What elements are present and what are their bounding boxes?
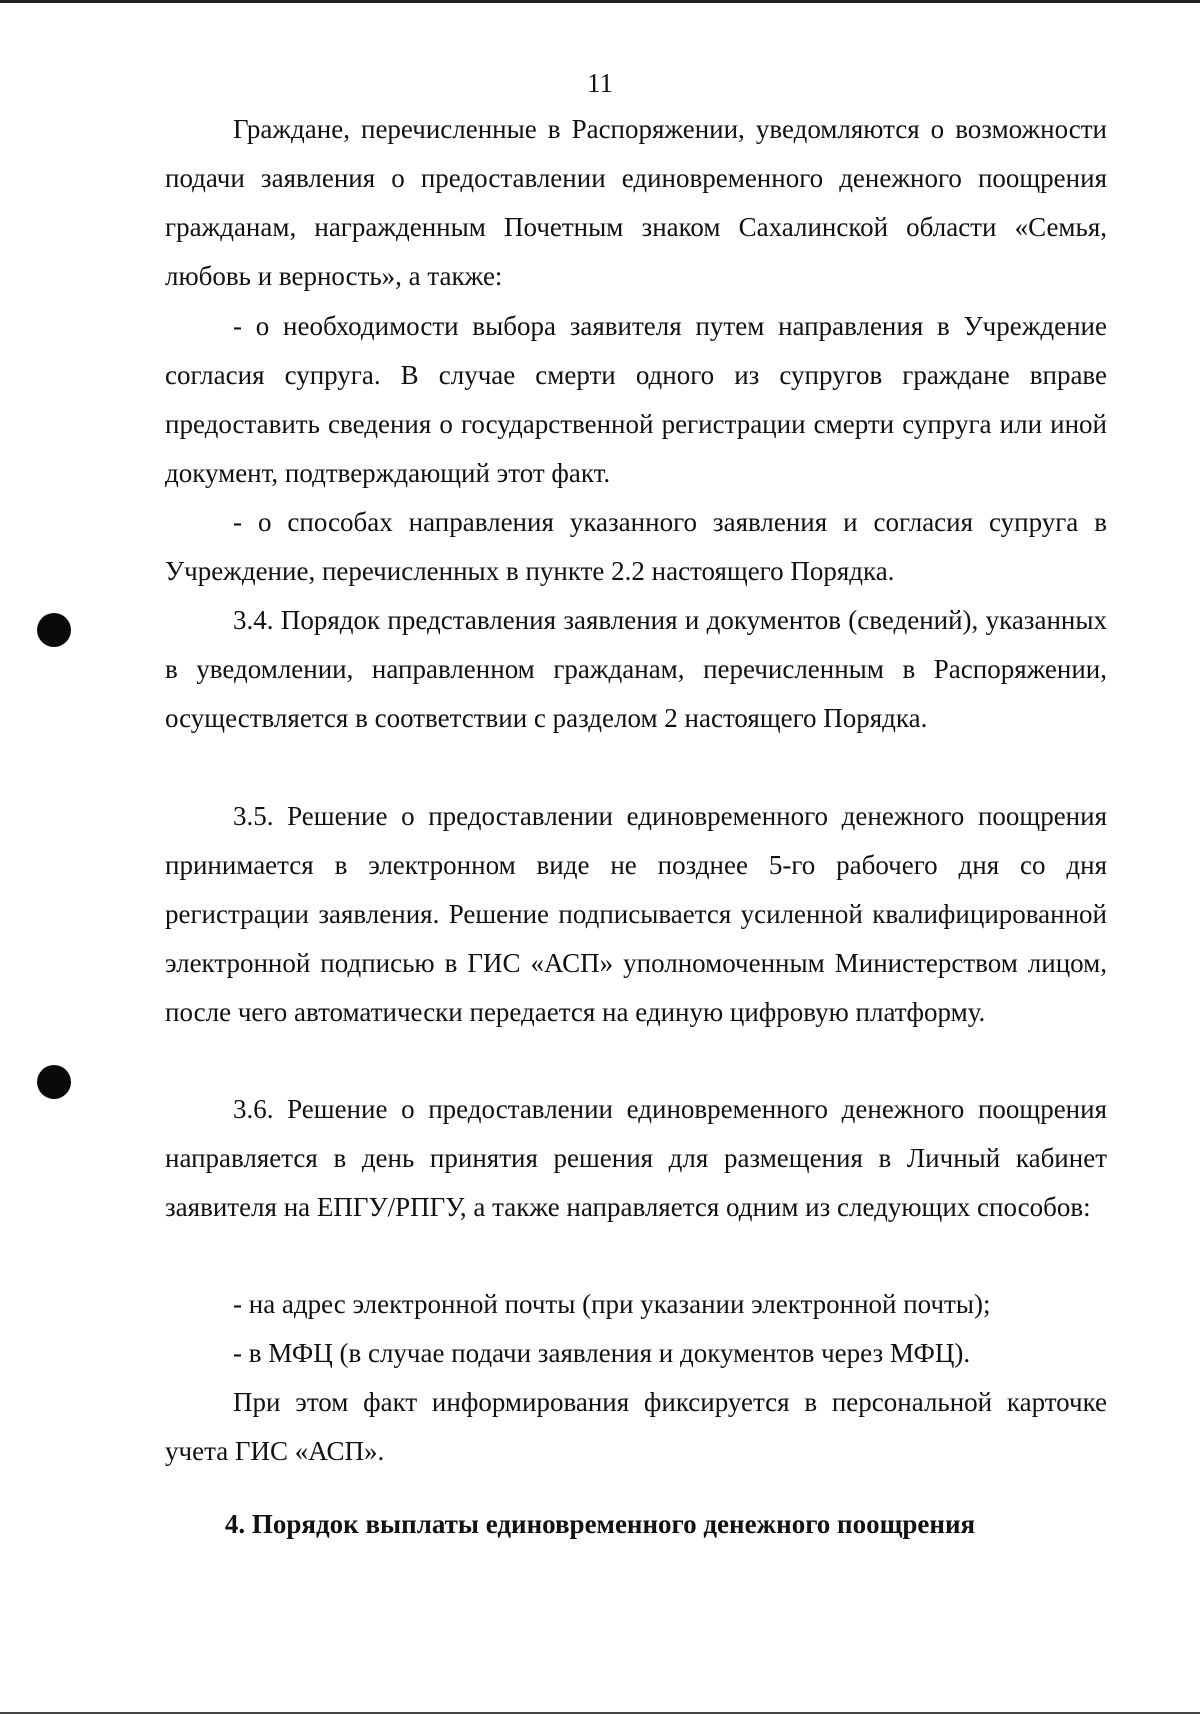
list-item-mfc: - в МФЦ (в случае подачи заявления и документов через МФЦ).: [233, 1338, 971, 1368]
paragraph-submission-methods: - о способах направления указанного заявления и согласия супруга в Учреждение, перечисленных в пункте 2.2 настоящего Порядка.: [165, 507, 1107, 586]
paragraph-spouse-consent: - о необходимости выбора заявителя путем направления в Учреждение согласия супруга. В случае смерти одного из супругов граждане вправе предоставить сведения о государственной регистрации смерти супруга или иной документ, подтверждающий этот факт.: [165, 311, 1107, 488]
clause-3-6: 3.6. Решение о предоставлении единовременного денежного поощрения направляется в день принятия решения для размещения в Личный кабинет заявителя на ЕПГУ/РПГУ, а также направляется одним из следующих способов:: [165, 1094, 1107, 1222]
punch-hole-mark: [37, 1065, 71, 1099]
paragraph-informing-record: При этом факт информирования фиксируется в персональной карточке учета ГИС «АСП».: [165, 1387, 1107, 1466]
clause-3-5: 3.5. Решение о предоставлении единовременного денежного поощрения принимается в электронном виде не позднее 5-го рабочего дня со дня регистрации заявления. Решение подписывается усиленной квалифицированной электронной подписью в ГИС «АСП» уполномоченным Министерством лицом, после чего автоматически передается на единую цифровую платформу.: [165, 801, 1107, 1027]
paragraph-notification: Граждане, перечисленные в Распоряжении, уведомляются о возможности подачи заявления о предоставлении единовременного денежного поощрения гражданам, награжденным Почетным знаком Сахалинской области «Семья, любовь и верность», а также:: [165, 114, 1107, 291]
list-item-email: - на адрес электронной почты (при указании электронной почты);: [233, 1289, 991, 1319]
page-number: 11: [587, 68, 613, 98]
punch-hole-mark: [37, 613, 71, 647]
scan-top-edge: [0, 0, 1200, 3]
clause-3-4: 3.4. Порядок представления заявления и документов (сведений), указанных в уведомлении, направленном гражданам, перечисленным в Распоряжении, осуществляется в соответствии с разделом 2 настоящего Порядка.: [165, 605, 1107, 733]
section-heading: 4. Порядок выплаты единовременного денежного поощрения: [224, 1509, 976, 1539]
